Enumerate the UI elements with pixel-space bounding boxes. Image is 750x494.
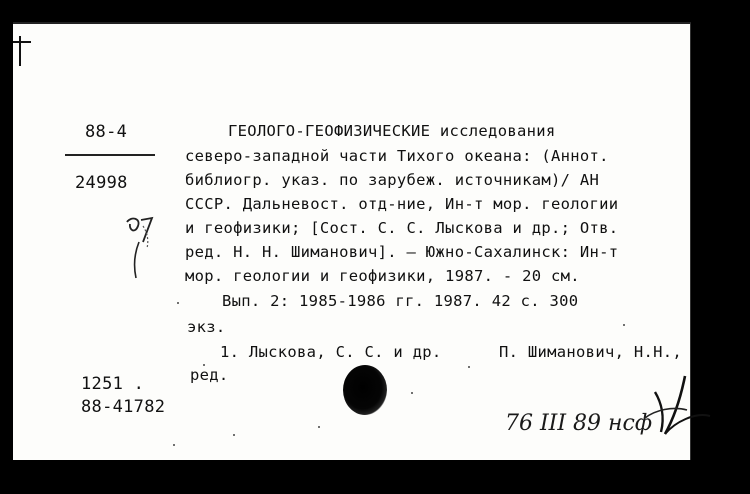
speck (233, 434, 235, 436)
volume-line: Вып. 2: 1985-1986 гг. 1987. 42 с. 300 (222, 292, 579, 310)
ink-blot-hole (343, 365, 387, 415)
registration-mark-horizontal (13, 41, 31, 43)
speck (468, 366, 470, 368)
publication-line: мор. геологии и геофизики, 1987. - 20 см. (185, 267, 580, 285)
accession-number: 24998 (75, 173, 128, 193)
tracing-line-editor: П. Шиманович, Н.Н., (499, 343, 683, 361)
description-line: библиогр. указ. по зарубеж. источникам)/ АН (185, 171, 600, 189)
speck (177, 302, 179, 304)
speck (318, 426, 320, 428)
handwritten-signature-icon (505, 372, 715, 442)
record-number: 1251 . (81, 374, 145, 394)
control-number: 88-41782 (81, 397, 166, 417)
call-number: 88-4 (85, 122, 128, 142)
call-number-divider (65, 154, 155, 156)
copies-line: экз. (187, 318, 226, 336)
catalog-card (13, 22, 691, 460)
card-body (13, 24, 690, 460)
handwritten-mark-icon (121, 212, 157, 280)
speck (173, 444, 175, 446)
description-line: северо-западной части Тихого океана: (Аннот. (185, 147, 609, 165)
signature-text: 76 III 89 нсф (505, 411, 653, 436)
tracing-line-role: ред. (190, 366, 229, 384)
description-line: СССР. Дальневост. отд-ние, Ин-т мор. геологии (185, 195, 619, 213)
description-line: и геофизики; [Сост. С. С. Лыскова и др.; Отв. (185, 219, 619, 237)
speck (623, 324, 625, 326)
title-line: ГЕОЛОГО-ГЕОФИЗИЧЕСКИЕ исследования (228, 122, 556, 140)
speck (411, 392, 413, 394)
tracing-line: 1. Лыскова, С. С. и др. (220, 343, 442, 361)
speck (203, 364, 205, 366)
description-line: ред. Н. Н. Шиманович]. — Южно-Сахалинск: Ин-т (185, 243, 619, 261)
